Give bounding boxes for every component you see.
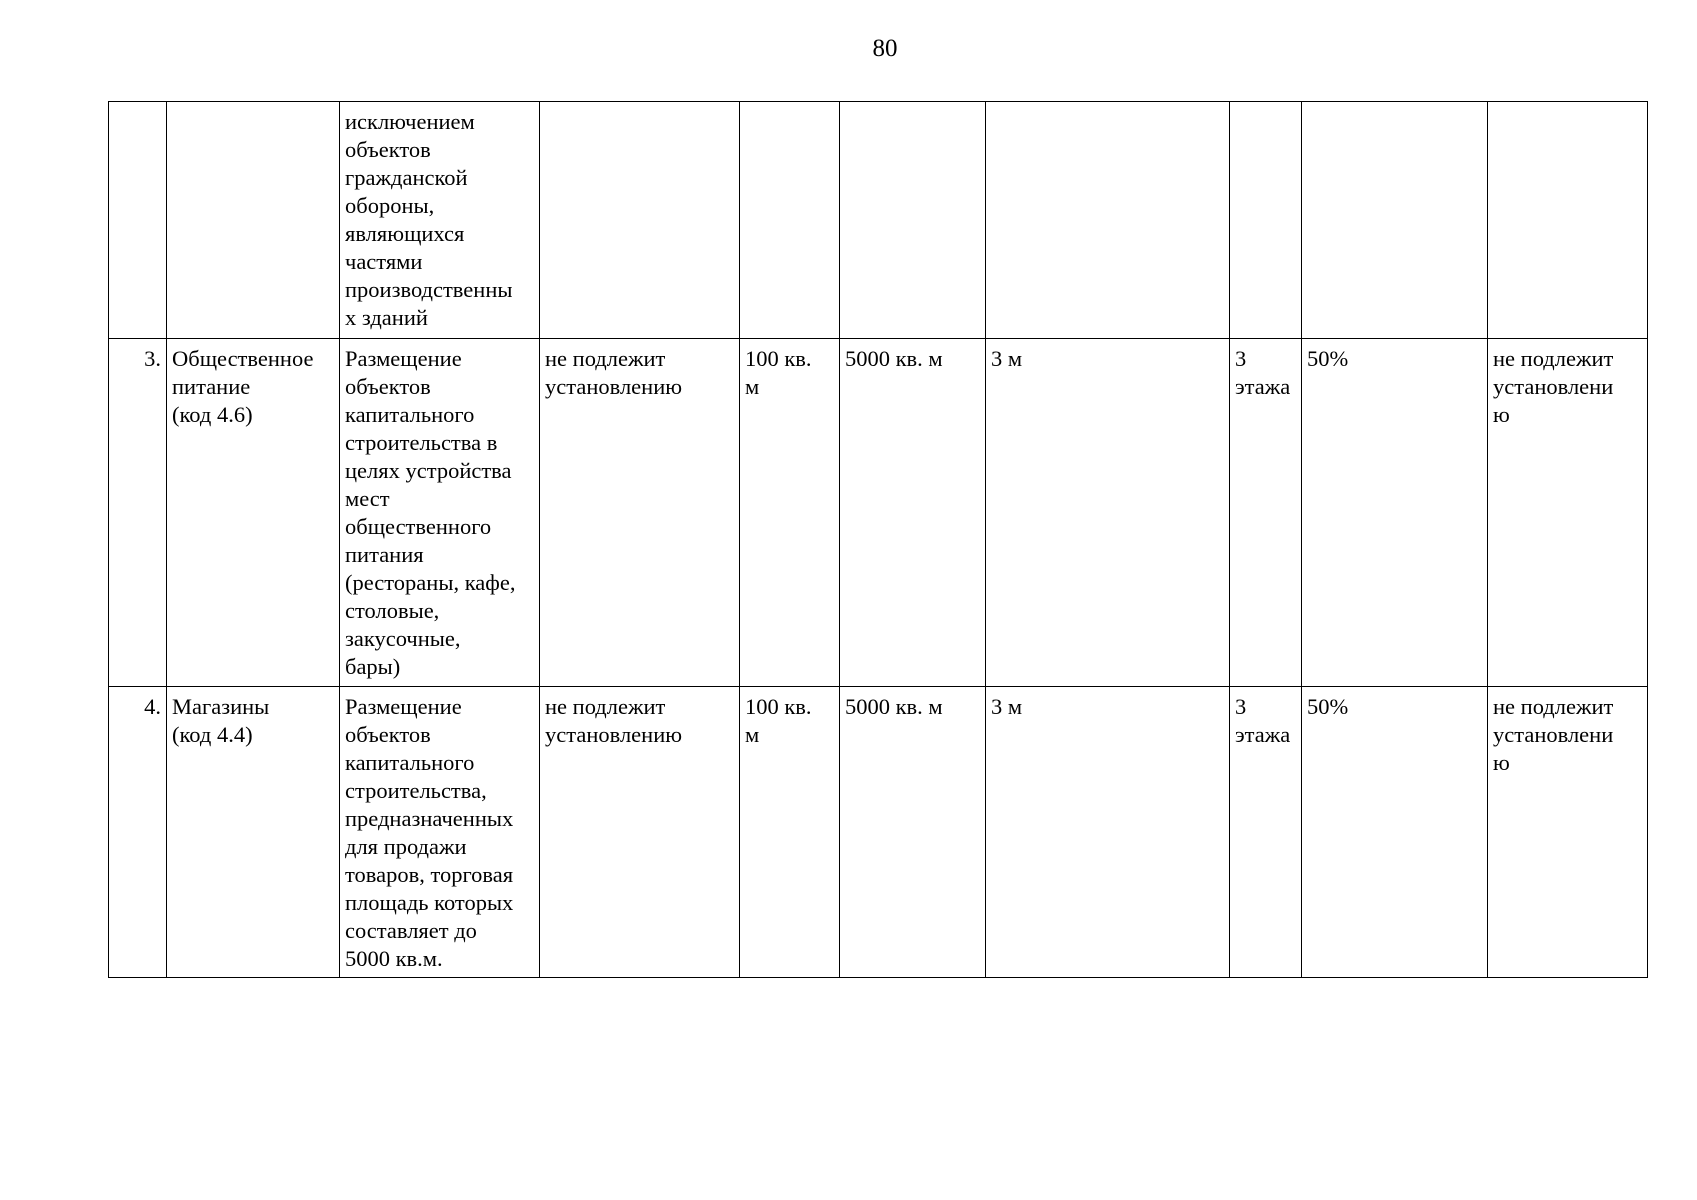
other-cell bbox=[1488, 687, 1648, 978]
coverage: 50% bbox=[1307, 346, 1349, 371]
min-plot-cell bbox=[740, 339, 840, 687]
coverage: 50% bbox=[1307, 694, 1349, 719]
use-description: Размещение объектов капитального строительства в целях устройства мест общественного питания (рестораны, кафе, столовые, закусочные, бары) bbox=[345, 346, 516, 679]
use-name: Общественное питание (код 4.6) bbox=[172, 346, 314, 427]
max-plot: 5000 кв. м bbox=[845, 694, 943, 719]
min-plot-cell bbox=[740, 102, 840, 339]
page-number: 80 bbox=[872, 35, 898, 62]
setback: 3 м bbox=[991, 346, 1023, 371]
other-cell bbox=[1488, 102, 1648, 339]
coverage-cell bbox=[1302, 687, 1488, 978]
use-description-cell bbox=[340, 687, 540, 978]
floors-cell bbox=[1230, 102, 1302, 339]
setback-cell bbox=[986, 687, 1230, 978]
floors: 3 этажа bbox=[1235, 346, 1291, 399]
row-number-cell bbox=[109, 687, 167, 978]
min-area: не подлежит установлению bbox=[545, 694, 683, 747]
use-name: Магазины (код 4.4) bbox=[172, 694, 270, 747]
row-number: 3. bbox=[144, 346, 161, 371]
use-name-cell bbox=[167, 687, 340, 978]
floors: 3 этажа bbox=[1235, 694, 1291, 747]
max-plot-cell bbox=[840, 102, 986, 339]
min-area-cell bbox=[540, 339, 740, 687]
use-description: исключением объектов гражданской обороны, являющихся частями производственны х зданий bbox=[345, 109, 513, 330]
max-plot-cell bbox=[840, 339, 986, 687]
zoning-regulations-table bbox=[108, 101, 1648, 978]
use-name-cell bbox=[167, 102, 340, 339]
other-cell bbox=[1488, 339, 1648, 687]
setback: 3 м bbox=[991, 694, 1023, 719]
table-row bbox=[109, 339, 1648, 687]
use-description-cell bbox=[340, 339, 540, 687]
floors-cell bbox=[1230, 339, 1302, 687]
table-row bbox=[109, 687, 1648, 978]
min-plot: 100 кв. м bbox=[745, 694, 812, 747]
coverage-cell bbox=[1302, 102, 1488, 339]
setback-cell bbox=[986, 102, 1230, 339]
table-row bbox=[109, 102, 1648, 339]
floors-cell bbox=[1230, 687, 1302, 978]
coverage-cell bbox=[1302, 339, 1488, 687]
use-name-cell bbox=[167, 339, 340, 687]
use-description: Размещение объектов капитального строительства, предназначенных для продажи товаров, торговая площадь которых составляет до 5000 кв.м. bbox=[345, 694, 514, 971]
max-plot: 5000 кв. м bbox=[845, 346, 943, 371]
row-number: 4. bbox=[144, 694, 161, 719]
min-area: не подлежит установлению bbox=[545, 346, 683, 399]
other-parameters: не подлежит установлени ю bbox=[1493, 346, 1614, 427]
min-area-cell bbox=[540, 102, 740, 339]
min-plot-cell bbox=[740, 687, 840, 978]
other-parameters: не подлежит установлени ю bbox=[1493, 694, 1614, 775]
max-plot-cell bbox=[840, 687, 986, 978]
min-area-cell bbox=[540, 687, 740, 978]
min-plot: 100 кв. м bbox=[745, 346, 812, 399]
use-description-cell bbox=[340, 102, 540, 339]
row-number-cell bbox=[109, 339, 167, 687]
setback-cell bbox=[986, 339, 1230, 687]
row-number-cell bbox=[109, 102, 167, 339]
